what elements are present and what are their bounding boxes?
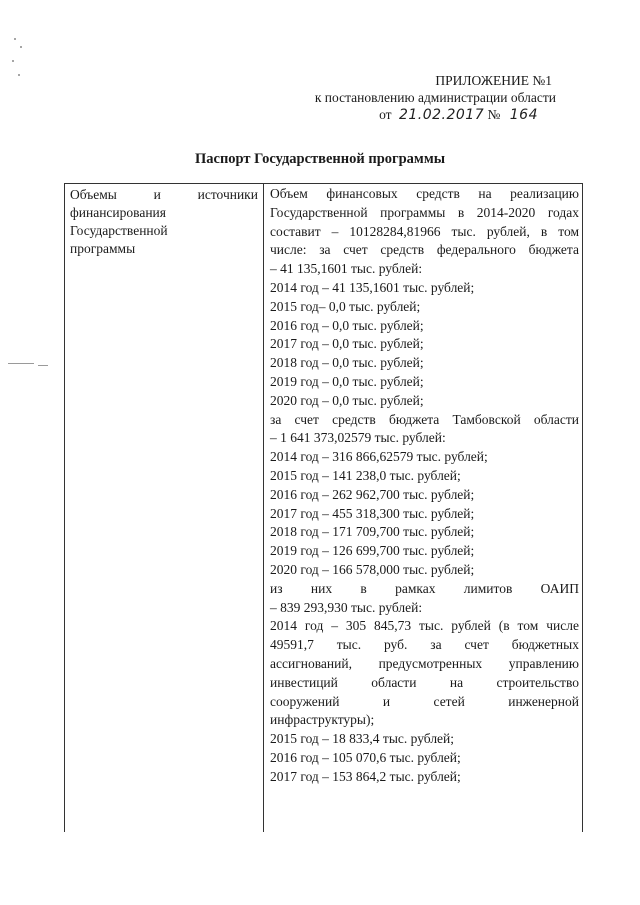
- left-line: финансирования: [70, 205, 166, 220]
- oaip-intro-line: – 839 293,930 тыс. рублей:: [270, 599, 423, 615]
- oaip-year-line: 2017 год – 153 864,2 тыс. рублей;: [270, 768, 461, 784]
- date-line: [315, 106, 538, 124]
- regional-year-line: 2018 год – 171 709,700 тыс. рублей;: [270, 524, 475, 540]
- oaip-2014-line: инфраструктуры);: [270, 712, 375, 728]
- left-line: программы: [70, 241, 136, 256]
- oaip-year-line: 2016 год – 105 070,6 тыс. рублей;: [270, 749, 461, 765]
- regional-year-line: 2016 год – 262 962,700 тыс. рублей;: [270, 486, 475, 502]
- scan-artifact: [18, 74, 20, 76]
- appendix-number: ПРИЛОЖЕНИЕ №1: [435, 73, 552, 88]
- table-right-cell: [265, 184, 582, 787]
- oaip-2014-line: сооружений и сетей инженерной: [270, 693, 579, 709]
- oaip-2014-line: 2014 год – 305 845,73 тыс. рублей (в том числе: [270, 618, 579, 634]
- scan-artifact: [12, 60, 14, 62]
- scan-artifact: [38, 365, 48, 366]
- regional-year-line: 2017 год – 455 318,300 тыс. рублей;: [270, 505, 475, 521]
- regional-year-line: 2019 год – 126 699,700 тыс. рублей;: [270, 543, 475, 559]
- federal-year-line: 2017 год – 0,0 тыс. рублей;: [270, 336, 424, 352]
- oaip-year-line: 2015 год – 18 833,4 тыс. рублей;: [270, 731, 455, 747]
- oaip-2014-line: ассигнований, предусмотренных управлению: [270, 655, 579, 671]
- oaip-2014-line: 49591,7 тыс. руб. за счет бюджетных: [270, 637, 579, 653]
- appendix-header: [315, 72, 556, 124]
- number-label: №: [487, 107, 501, 122]
- intro-line: Объем финансовых средств на реализацию: [270, 186, 579, 201]
- federal-year-line: 2014 год – 41 135,1601 тыс. рублей;: [270, 279, 475, 295]
- left-line: Государственной: [70, 223, 168, 238]
- federal-year-line: 2016 год – 0,0 тыс. рублей;: [270, 317, 424, 333]
- federal-year-line: 2020 год – 0,0 тыс. рублей;: [270, 392, 424, 408]
- oaip-intro-line: из них в рамках лимитов ОАИП: [270, 580, 579, 596]
- date-prefix: от: [379, 107, 392, 122]
- decree-reference: к постановлению администрации области: [314, 90, 556, 105]
- federal-year-line: 2015 год– 0,0 тыс. рублей;: [270, 298, 421, 314]
- regional-intro-line: за счет средств бюджета Тамбовской области: [270, 411, 579, 427]
- regional-intro-line: – 1 641 373,02579 тыс. рублей:: [270, 430, 446, 446]
- scan-artifact: [14, 38, 16, 40]
- federal-year-line: 2019 год – 0,0 тыс. рублей;: [270, 373, 424, 389]
- table-left-cell: [65, 184, 264, 832]
- left-word: источники: [197, 187, 258, 202]
- regional-year-line: 2014 год – 316 866,62579 тыс. рублей;: [270, 449, 488, 465]
- left-word: Объемы: [70, 187, 117, 202]
- handwritten-number: 164: [509, 107, 538, 123]
- intro-line: составит – 10128284,81966 тыс. рублей, в том: [270, 223, 579, 239]
- scan-artifact: [20, 46, 22, 48]
- scan-artifact: [8, 363, 34, 364]
- oaip-2014-line: инвестиций области на строительство: [270, 674, 579, 690]
- document-title: Паспорт Государственной программы: [194, 151, 446, 167]
- regional-year-line: 2015 год – 141 238,0 тыс. рублей;: [270, 467, 461, 483]
- regional-year-line: 2020 год – 166 578,000 тыс. рублей;: [270, 561, 475, 577]
- federal-year-line: 2018 год – 0,0 тыс. рублей;: [270, 355, 424, 371]
- intro-line: числе: за счет средств федерального бюджета: [270, 242, 579, 258]
- intro-line: Государственной программы в 2014-2020 годах: [270, 204, 579, 220]
- passport-table: [64, 183, 583, 832]
- left-word: и: [153, 187, 161, 202]
- handwritten-date: 21.02.2017: [398, 107, 485, 123]
- intro-line: – 41 135,1601 тыс. рублей:: [270, 261, 423, 277]
- left-first-line: [70, 186, 258, 204]
